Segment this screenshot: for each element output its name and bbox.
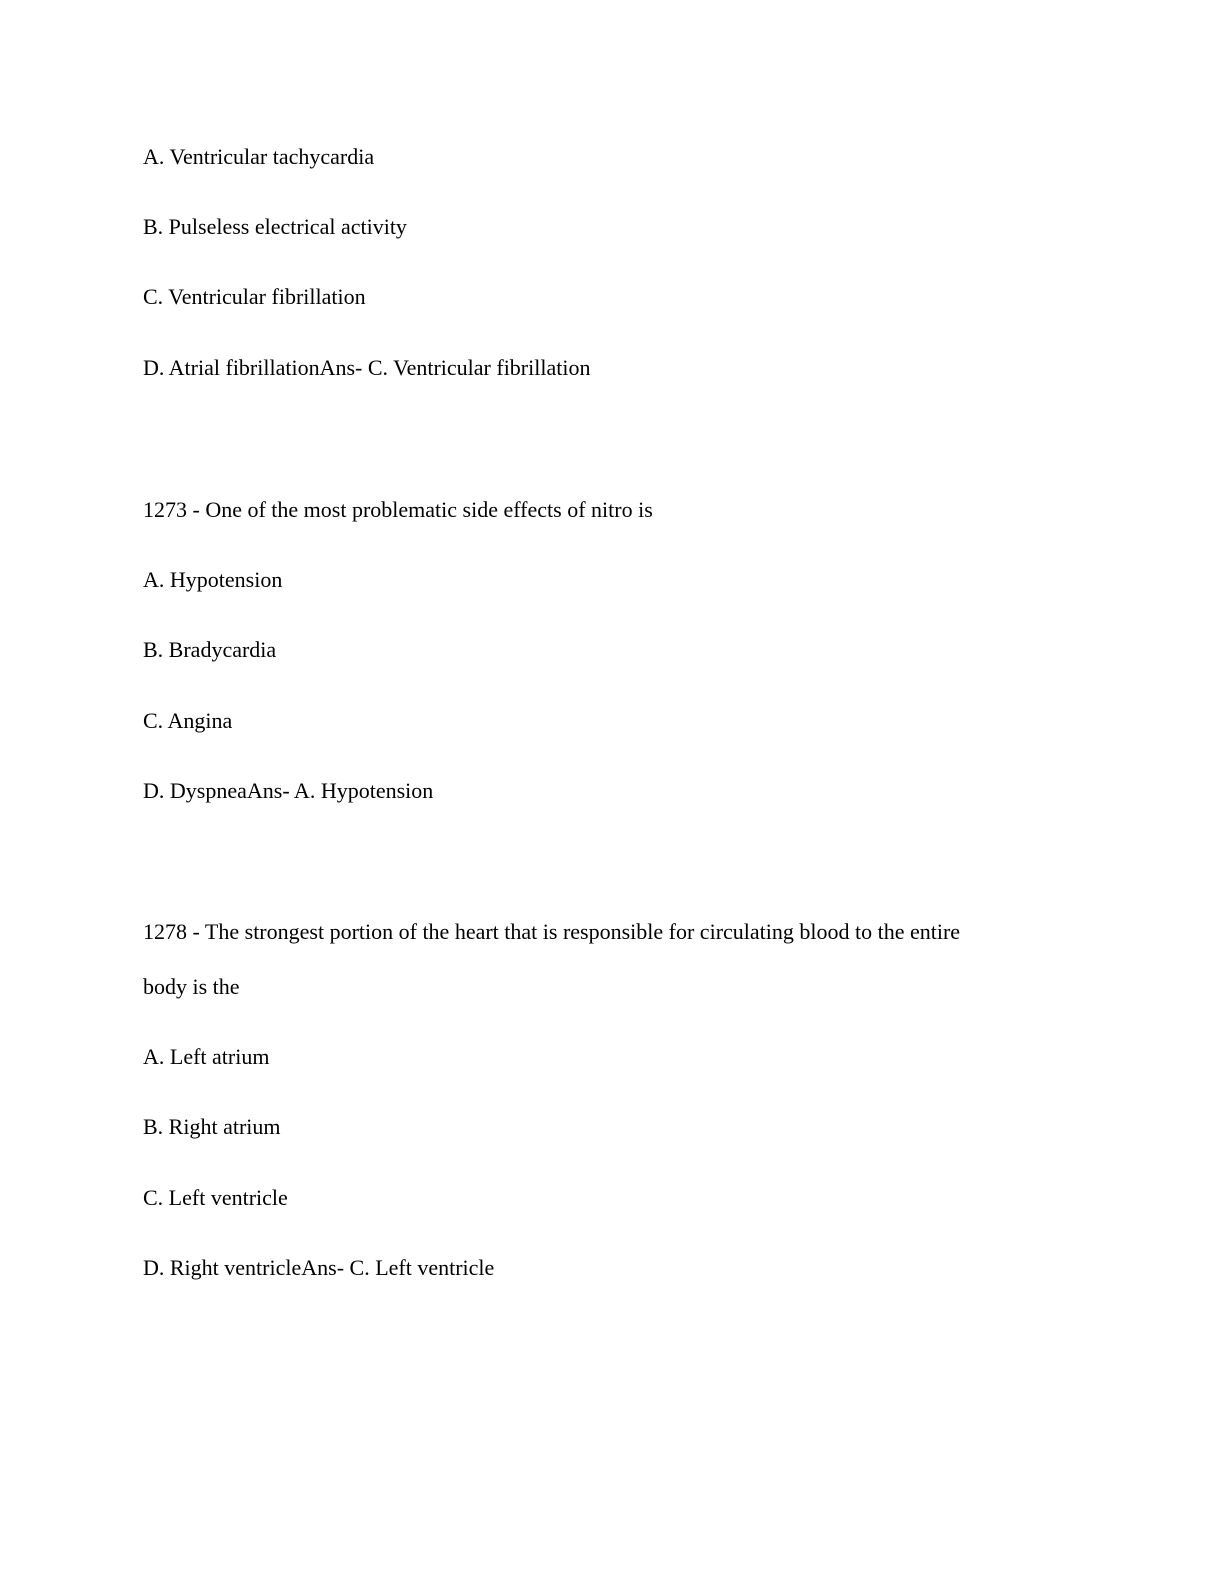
option-d-answer: D. Right ventricleAns- C. Left ventricle [143,1255,495,1280]
option-c: C. Left ventricle [143,1185,288,1210]
question-1278-line1: 1278 - The strongest portion of the heart that is responsible for circulating blood to the entire [143,919,961,944]
option-b: B. Right atrium [143,1114,281,1139]
option-a: A. Left atrium [143,1044,270,1069]
option-b: B. Pulseless electrical activity [143,214,407,239]
option-b: B. Bradycardia [143,637,277,662]
option-a: A. Hypotension [143,567,283,592]
option-d-answer: D. Atrial fibrillationAns- C. Ventricular fibrillation [143,355,591,380]
question-1273: 1273 - One of the most problematic side effects of nitro is [143,497,653,522]
option-d-answer: D. DyspneaAns- A. Hypotension [143,778,434,803]
option-c: C. Angina [143,708,233,733]
option-c: C. Ventricular fibrillation [143,284,366,309]
question-1278-line2: body is the [143,974,240,999]
option-a: A. Ventricular tachycardia [143,144,375,169]
